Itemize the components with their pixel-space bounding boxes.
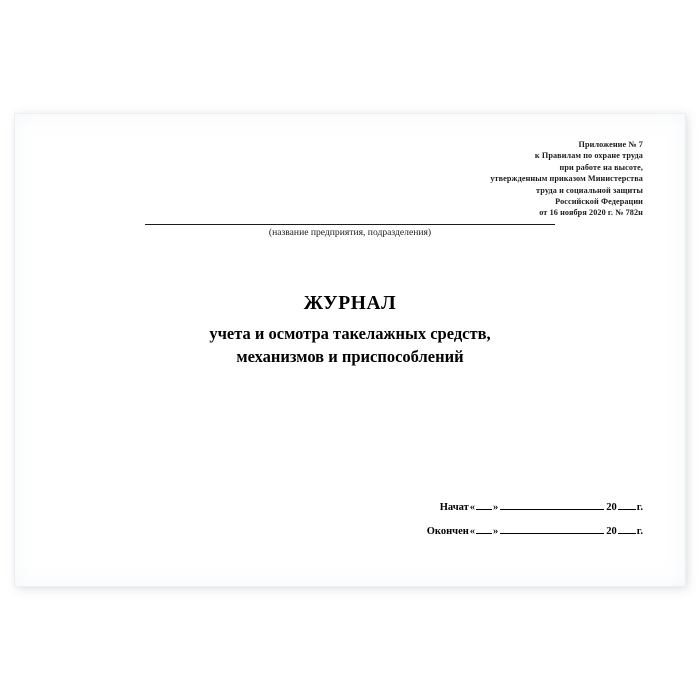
finished-month-blank (500, 524, 604, 534)
finished-year-prefix: 20 (606, 526, 617, 537)
reference-line-2: к Правилам по охране труда (534, 151, 643, 161)
started-month-blank (500, 500, 604, 510)
organization-name-caption: (название предприятия, подразделения) (268, 227, 432, 238)
reference-line-6: Российской Федерации (555, 197, 643, 207)
organization-name-field (15, 224, 685, 238)
organization-name-rule (145, 224, 555, 225)
subtitle-line-1: учета и осмотра такелажных средств, (209, 324, 491, 343)
finished-year-blank (618, 524, 636, 534)
journal-dates-block (313, 500, 643, 548)
finished-date-row (313, 524, 643, 537)
reference-line-3: при работе на высоте, (559, 162, 643, 172)
finished-quote-open: « (469, 526, 476, 537)
started-year-prefix: 20 (606, 502, 617, 513)
started-day-blank (476, 500, 492, 510)
document-subtitle (15, 322, 685, 368)
document-page (15, 114, 685, 586)
finished-day-blank (476, 524, 492, 534)
document-title-block (15, 292, 685, 368)
reference-line-5: труда и социальной защиты (536, 185, 643, 195)
started-date-row (313, 500, 643, 513)
document-sheet (15, 114, 685, 586)
reference-line-1: Приложение № 7 (578, 140, 643, 149)
finished-label: Окончен (426, 526, 469, 537)
page-title: ЖУРНАЛ (303, 293, 397, 314)
finished-year-suffix: г. (636, 526, 643, 537)
started-quote-open: « (469, 502, 476, 513)
started-quote-close: » (493, 502, 499, 513)
finished-quote-close: » (493, 526, 499, 537)
reference-line-7: от 16 ноября 2020 г. № 782н (539, 208, 643, 218)
started-label: Начат (439, 502, 469, 513)
reference-line-4: утвержденным приказом Министерства (490, 174, 643, 184)
started-year-suffix: г. (636, 502, 643, 513)
appendix-reference-block (363, 139, 643, 219)
subtitle-line-2: механизмов и приспособлений (236, 347, 464, 366)
started-year-blank (618, 500, 636, 510)
